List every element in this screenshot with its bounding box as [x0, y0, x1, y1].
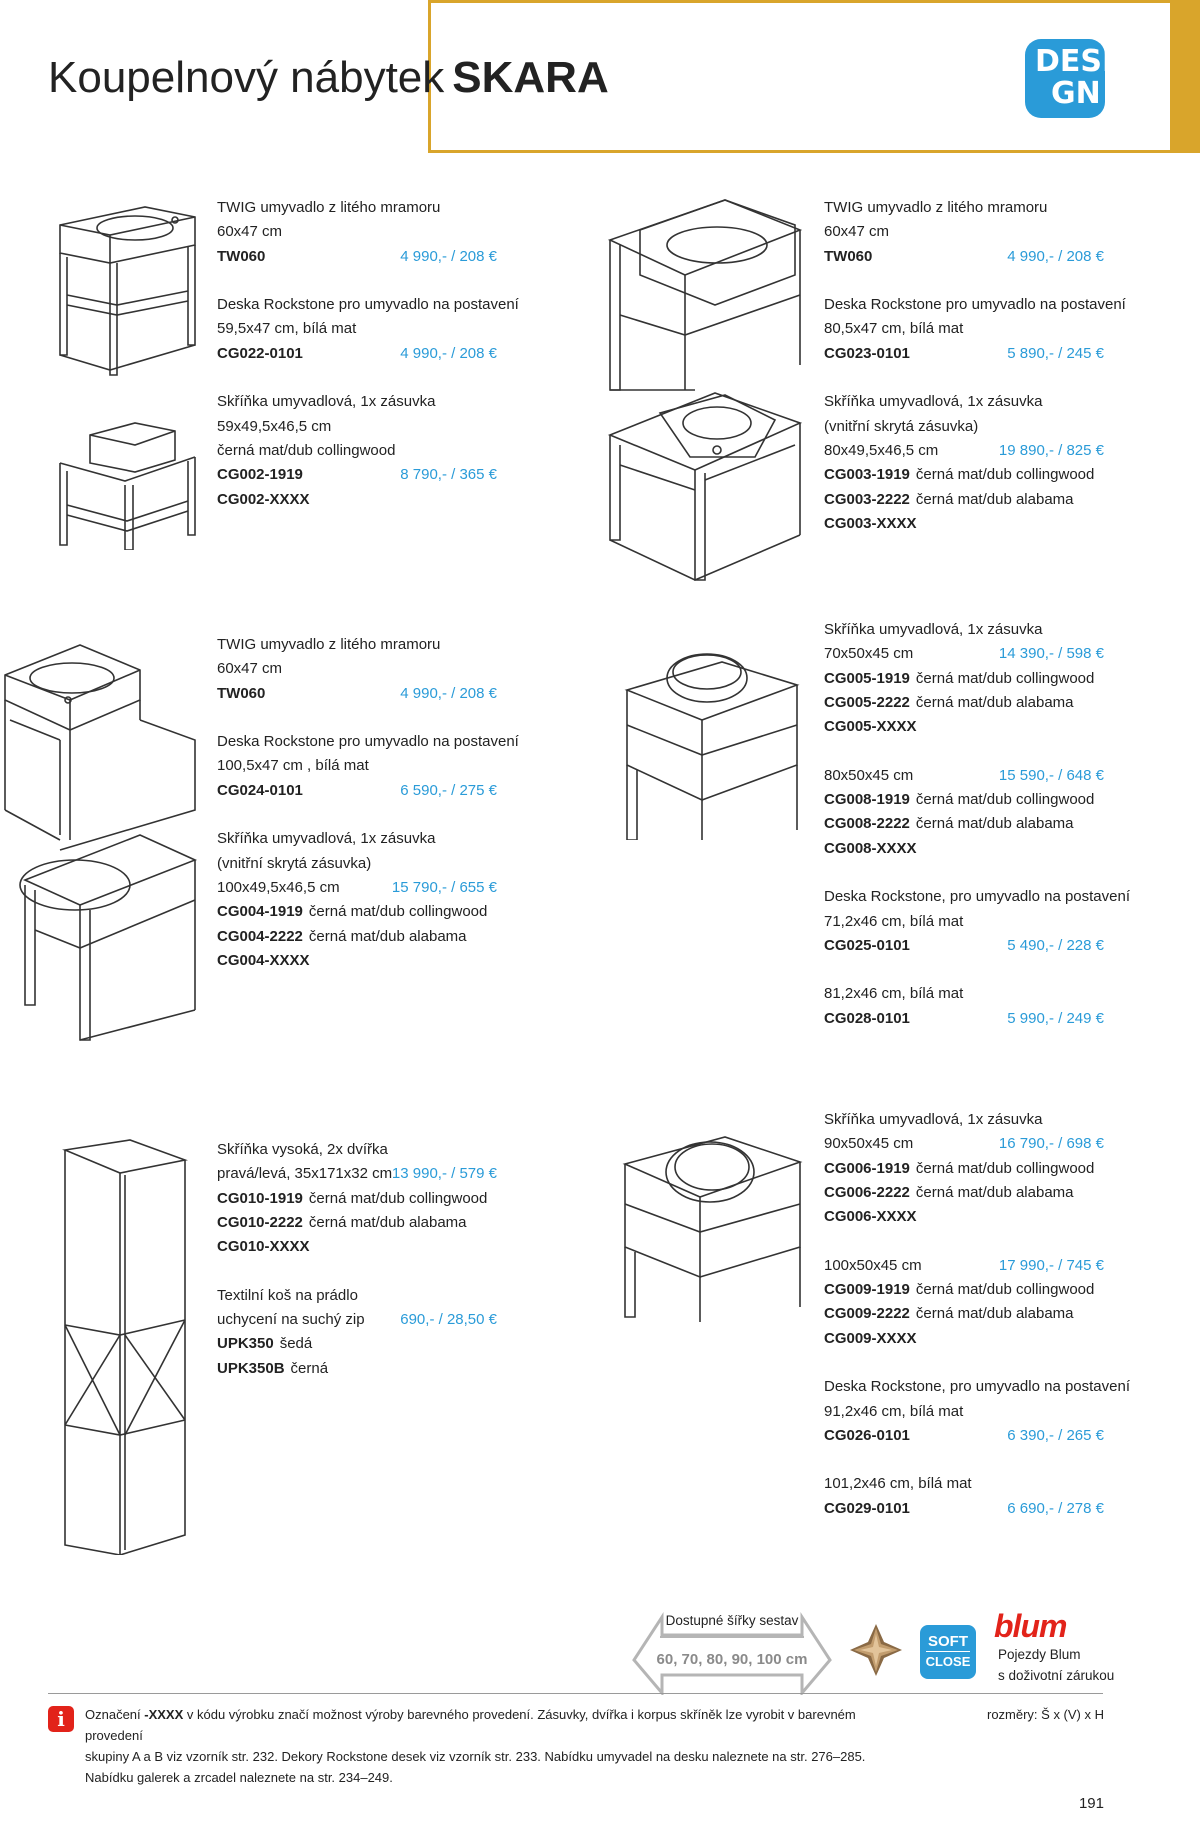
- product-price: 5 490,- / 228 €: [1007, 936, 1104, 954]
- product-finish: šedá: [279, 1335, 313, 1353]
- spacer: [217, 269, 497, 293]
- line: [824, 885, 1130, 909]
- product-price: 5 990,- / 249 €: [1007, 1009, 1104, 1027]
- line: [824, 667, 1104, 691]
- line: [824, 317, 1104, 341]
- product-finish: černá mat/dub collingwood: [308, 1189, 488, 1207]
- product-name: TWIG umyvadlo z litého mramoru: [824, 199, 1048, 216]
- product-code: CG003-2222: [824, 490, 910, 508]
- line: [217, 439, 497, 463]
- product-code: CG005-1919: [824, 669, 910, 687]
- blum-line-1: Pojezdy Blum: [998, 1647, 1081, 1662]
- product-size: 91,2x46 cm, bílá mat: [824, 1402, 964, 1420]
- note-line-3: Nabídku galerek a zrcadel naleznete na str. 234–249.: [85, 1770, 393, 1785]
- spacer: [824, 1351, 1104, 1375]
- line: [217, 415, 497, 439]
- note-line-1: [85, 1704, 875, 1746]
- line: [217, 1357, 497, 1381]
- title-text: Koupelnový nábytek: [48, 53, 445, 102]
- product-name: Skříňka umyvadlová, 1x zásuvka: [217, 830, 436, 848]
- line: [824, 1400, 1104, 1424]
- line: [824, 1424, 1104, 1448]
- product-code: UPK350: [217, 1335, 274, 1353]
- line: [824, 293, 1126, 317]
- product-note: (vnitřní skrytá zásuvka): [824, 417, 979, 435]
- product-block-6: [824, 1108, 1130, 1521]
- product-price: 16 790,- / 698 €: [998, 1135, 1104, 1153]
- line: [824, 812, 1104, 836]
- design-badge-icon: [1025, 39, 1114, 118]
- spacer: [824, 1448, 1104, 1472]
- product-size: 90x50x45 cm: [824, 1135, 914, 1153]
- product-finish: černá mat/dub collingwood: [915, 466, 1095, 484]
- header-accent-strip: [1170, 0, 1200, 153]
- product-size: 80,5x47 cm, bílá mat: [824, 320, 964, 338]
- spacer: [824, 958, 1104, 982]
- product-finish: černá mat/dub collingwood: [308, 903, 488, 921]
- spacer: [217, 803, 497, 827]
- product-size: 70x50x45 cm: [824, 645, 914, 663]
- vanity-100-illustration: [0, 630, 200, 1050]
- product-finish: černá mat/dub collingwood: [915, 791, 1095, 809]
- product-code: CG004-2222: [217, 927, 303, 945]
- spacer: [824, 739, 1104, 763]
- line: [824, 1157, 1104, 1181]
- product-code: CG010-1919: [217, 1189, 303, 1207]
- product-code: CG009-1919: [824, 1281, 910, 1299]
- product-size: 60x47 cm: [824, 223, 890, 241]
- line: [824, 1472, 1104, 1496]
- product-code: CG022-0101: [217, 344, 303, 362]
- product-code: CG002-XXXX: [217, 490, 310, 508]
- line: [824, 1181, 1104, 1205]
- product-price: 5 890,- / 245 €: [1007, 344, 1104, 362]
- product-code: TW060: [217, 247, 266, 265]
- product-price: 15 590,- / 648 €: [998, 766, 1104, 784]
- product-finish: černá mat/dub alabama: [915, 490, 1074, 508]
- info-icon: i: [48, 1706, 74, 1732]
- line: [824, 220, 1104, 244]
- product-code: CG006-XXXX: [824, 1208, 917, 1226]
- line: [824, 934, 1104, 958]
- product-finish: černá mat/dub collingwood: [915, 669, 1095, 687]
- badge-line-1: DESI: [1035, 44, 1114, 79]
- line: [217, 196, 497, 220]
- line: [824, 1108, 1104, 1132]
- product-code: CG029-0101: [824, 1499, 910, 1517]
- line: [824, 245, 1104, 269]
- vanity-90-illustration: [620, 1122, 805, 1322]
- line: [824, 390, 1104, 414]
- product-finish: černá mat/dub collingwood: [915, 1281, 1095, 1299]
- note-prefix: Označení: [85, 1707, 145, 1722]
- product-name: Skříňka umyvadlová, 1x zásuvka: [824, 1111, 1043, 1128]
- line: [217, 900, 497, 924]
- product-price: 4 990,- / 208 €: [400, 344, 497, 362]
- product-name: Skříňka umyvadlová, 1x zásuvka: [824, 621, 1043, 638]
- line: [217, 245, 497, 269]
- footer-divider: [48, 1693, 1103, 1694]
- badge-line-2: GN: [1051, 76, 1101, 111]
- product-code: CG003-1919: [824, 466, 910, 484]
- product-block-5: [217, 1138, 497, 1381]
- spacer: [824, 861, 1104, 885]
- spacer: [824, 269, 1104, 293]
- product-price: 4 990,- / 208 €: [400, 247, 497, 265]
- line: [824, 1132, 1104, 1156]
- spacer: [824, 366, 1104, 390]
- line: [217, 1187, 497, 1211]
- vanity-70-illustration: [622, 640, 802, 840]
- line: [824, 196, 1104, 220]
- product-finish: černá mat/dub collingwood: [915, 1159, 1095, 1177]
- line: [217, 827, 497, 851]
- product-code: CG010-2222: [217, 1213, 303, 1231]
- product-code: CG028-0101: [824, 1009, 910, 1027]
- product-code: CG006-2222: [824, 1183, 910, 1201]
- series-name: SKARA: [452, 53, 609, 102]
- product-finish: černá mat/dub alabama: [915, 1183, 1074, 1201]
- product-code: CG003-XXXX: [824, 514, 917, 532]
- product-code: CG008-1919: [824, 791, 910, 809]
- vanity-60-illustration: [55, 195, 205, 550]
- product-code: CG024-0101: [217, 781, 303, 799]
- product-code: CG010-XXXX: [217, 1238, 310, 1256]
- product-name: Skříňka vysoká, 2x dvířka: [217, 1141, 388, 1158]
- line: [824, 910, 1104, 934]
- line: [824, 788, 1104, 812]
- page-title: [48, 50, 609, 106]
- line: [217, 925, 497, 949]
- line: [217, 220, 497, 244]
- product-name: TWIG umyvadlo z litého mramoru: [217, 199, 441, 216]
- product-name: Deska Rockstone pro umyvadlo na postavení: [824, 296, 1126, 314]
- wood-decor-icon: [848, 1622, 904, 1678]
- product-size: 71,2x46 cm, bílá mat: [824, 912, 964, 930]
- line: [217, 754, 497, 778]
- blum-logo: blum: [994, 1608, 1067, 1644]
- line: [217, 463, 497, 487]
- product-finish: černá: [290, 1359, 329, 1377]
- line: [217, 1162, 497, 1186]
- product-size: 100x50x45 cm: [824, 1256, 922, 1274]
- product-name: TWIG umyvadlo z litého mramoru: [217, 636, 441, 653]
- product-code: TW060: [217, 684, 266, 702]
- spacer: [217, 706, 497, 730]
- product-code: CG025-0101: [824, 936, 910, 954]
- product-price: 6 390,- / 265 €: [1007, 1426, 1104, 1444]
- line: [217, 488, 497, 512]
- line: [217, 657, 497, 681]
- product-code: CG004-XXXX: [217, 951, 310, 969]
- spacer: [217, 366, 497, 390]
- product-block-1: [217, 196, 519, 512]
- product-finish: černá mat/dub alabama: [915, 815, 1074, 833]
- product-price: 8 790,- / 365 €: [400, 466, 497, 484]
- line: [824, 618, 1104, 642]
- line: [217, 1284, 497, 1308]
- line: [217, 342, 497, 366]
- vanity-80-illustration: [605, 195, 805, 585]
- product-size: 80x50x45 cm: [824, 766, 914, 784]
- line: [824, 1375, 1130, 1399]
- product-price: 17 990,- / 745 €: [998, 1256, 1104, 1274]
- product-price: 19 890,- / 825 €: [998, 441, 1104, 459]
- line: [824, 1327, 1104, 1351]
- blum-line-2: s doživotní zárukou: [998, 1668, 1115, 1683]
- line: [824, 642, 1104, 666]
- product-price: 13 990,- / 579 €: [391, 1165, 497, 1183]
- line: [824, 512, 1104, 536]
- product-size: 60x47 cm: [217, 660, 283, 678]
- note-code: -XXXX: [144, 1707, 184, 1722]
- line: [217, 1138, 497, 1162]
- line: [824, 342, 1104, 366]
- product-code: CG009-XXXX: [824, 1329, 917, 1347]
- product-price: 690,- / 28,50 €: [400, 1311, 497, 1329]
- line: [824, 463, 1104, 487]
- line: [824, 1254, 1104, 1278]
- widths-label: Dostupné šířky sestav: [665, 1613, 799, 1628]
- product-size: 101,2x46 cm, bílá mat: [824, 1475, 972, 1493]
- product-size: 100x49,5x46,5 cm: [217, 878, 340, 896]
- product-code: UPK350B: [217, 1359, 285, 1377]
- product-code: CG026-0101: [824, 1426, 910, 1444]
- product-finish: černá mat/dub alabama: [308, 1213, 467, 1231]
- line: [824, 715, 1104, 739]
- line: [217, 633, 497, 657]
- line: [217, 1332, 497, 1356]
- line: [217, 852, 497, 876]
- softclose-text-2: CLOSE: [925, 1654, 971, 1669]
- soft-close-icon: [920, 1625, 976, 1679]
- product-name: Deska Rockstone, pro umyvadlo na postavení: [824, 1378, 1130, 1396]
- product-size: 60x47 cm: [217, 223, 283, 241]
- product-size: 59,5x47 cm, bílá mat: [217, 320, 357, 338]
- spacer: [217, 1259, 497, 1283]
- product-code: CG002-1919: [217, 466, 303, 484]
- available-widths-arrow: [632, 1605, 832, 1695]
- dimensions-legend: rozměry: Š x (V) x H: [986, 1707, 1104, 1722]
- line: [217, 779, 497, 803]
- product-finish: černá mat/dub alabama: [915, 1305, 1074, 1323]
- widths-values: 60, 70, 80, 90, 100 cm: [656, 1651, 808, 1668]
- product-size: 100,5x47 cm , bílá mat: [217, 757, 369, 775]
- product-price: 14 390,- / 598 €: [998, 645, 1104, 663]
- line: [824, 1205, 1104, 1229]
- product-name: Deska Rockstone, pro umyvadlo na postavení: [824, 888, 1130, 906]
- product-code: CG023-0101: [824, 344, 910, 362]
- product-code: CG005-2222: [824, 693, 910, 711]
- line: [217, 682, 497, 706]
- product-code: TW060: [824, 247, 873, 265]
- line: [217, 317, 497, 341]
- line: [824, 488, 1104, 512]
- product-size: pravá/levá, 35x171x32 cm: [217, 1165, 393, 1183]
- product-note: uchycení na suchý zip: [217, 1311, 365, 1329]
- line: [824, 439, 1104, 463]
- product-block-4: [824, 618, 1130, 1031]
- product-price: 4 990,- / 208 €: [400, 684, 497, 702]
- line: [217, 876, 497, 900]
- line: [824, 691, 1104, 715]
- product-name: Deska Rockstone pro umyvadlo na postavení: [217, 296, 519, 314]
- product-note: (vnitřní skrytá zásuvka): [217, 854, 372, 872]
- line: [217, 1211, 497, 1235]
- product-name: Skříňka umyvadlová, 1x zásuvka: [824, 393, 1043, 411]
- product-finish: černá mat/dub alabama: [915, 693, 1074, 711]
- page-number: 191: [1078, 1795, 1104, 1812]
- line: [824, 1278, 1104, 1302]
- product-code: CG006-1919: [824, 1159, 910, 1177]
- blum-guarantee: [998, 1644, 1114, 1686]
- product-finish: černá mat/dub alabama: [308, 927, 467, 945]
- product-code: CG008-XXXX: [824, 839, 917, 857]
- line: [217, 730, 519, 754]
- product-code: CG008-2222: [824, 815, 910, 833]
- product-name: Deska Rockstone pro umyvadlo na postavení: [217, 733, 519, 751]
- line: [824, 1497, 1104, 1521]
- line: [824, 1302, 1104, 1326]
- product-size: 59x49,5x46,5 cm: [217, 417, 332, 435]
- product-block-2: [824, 196, 1126, 536]
- line: [824, 982, 1104, 1006]
- softclose-text-1: SOFT: [928, 1633, 968, 1650]
- note-line-2: skupiny A a B viz vzorník str. 232. Dekory Rockstone desek viz vzorník str. 233. Nabídku umyvadel na desku naleznete na str. 276–285.: [85, 1749, 866, 1764]
- note-rest: v kódu výrobku značí možnost výroby barevného provedení. Zásuvky, dvířka i korpus skříněk lze vyrobit v barevném provedení: [85, 1707, 856, 1743]
- product-size: 81,2x46 cm, bílá mat: [824, 985, 964, 1003]
- product-name: Textilní koš na prádlo: [217, 1286, 358, 1304]
- line: [217, 949, 497, 973]
- product-price: 6 590,- / 275 €: [400, 781, 497, 799]
- product-code: CG009-2222: [824, 1305, 910, 1323]
- product-price: 15 790,- / 655 €: [391, 878, 497, 896]
- product-price: 6 690,- / 278 €: [1007, 1499, 1104, 1517]
- product-price: 4 990,- / 208 €: [1007, 247, 1104, 265]
- spacer: [824, 1229, 1104, 1253]
- line: [824, 764, 1104, 788]
- product-size: 80x49,5x46,5 cm: [824, 441, 939, 459]
- line: [824, 1007, 1104, 1031]
- product-block-3: [217, 633, 519, 973]
- product-code: CG004-1919: [217, 903, 303, 921]
- line: [217, 293, 519, 317]
- line: [824, 837, 1104, 861]
- product-finish: černá mat/dub collingwood: [217, 441, 396, 459]
- tall-cabinet-illustration: [60, 1135, 195, 1555]
- line: [824, 415, 1104, 439]
- footer-note: [85, 1704, 875, 1788]
- product-code: CG005-XXXX: [824, 718, 917, 736]
- line: [217, 390, 497, 414]
- line: [217, 1308, 497, 1332]
- line: [217, 1235, 497, 1259]
- product-name: Skříňka umyvadlová, 1x zásuvka: [217, 393, 436, 411]
